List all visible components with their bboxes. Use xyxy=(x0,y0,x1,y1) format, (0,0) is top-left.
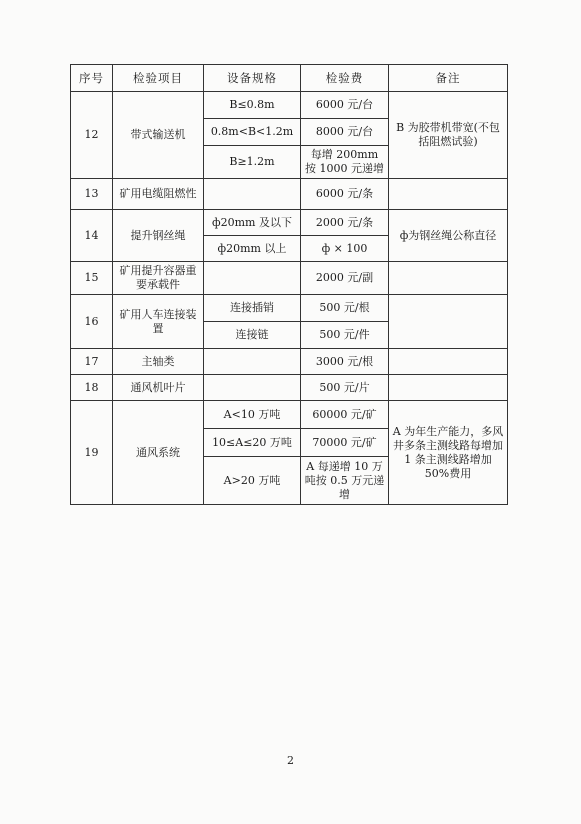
note-cell: B 为胶带机带宽(不包括阻燃试验) xyxy=(389,92,508,179)
fee-cell: 500 元/片 xyxy=(301,375,389,401)
fee-cell: 2000 元/副 xyxy=(301,262,389,295)
header-note: 备注 xyxy=(389,65,508,92)
row-number: 14 xyxy=(71,210,113,262)
row-number: 18 xyxy=(71,375,113,401)
table-row xyxy=(71,210,508,236)
spec-cell xyxy=(204,349,301,375)
page-number: 2 xyxy=(287,754,294,767)
spec-cell: A>20 万吨 xyxy=(204,457,301,505)
spec-cell xyxy=(204,375,301,401)
item-name: 带式输送机 xyxy=(113,92,204,179)
table-header-row xyxy=(71,65,508,92)
fee-cell: 500 元/件 xyxy=(301,322,389,349)
fee-cell: ф × 100 xyxy=(301,236,389,262)
fee-cell: 6000 元/台 xyxy=(301,92,389,119)
spec-cell: 连接链 xyxy=(204,322,301,349)
note-cell xyxy=(389,349,508,375)
header-spec: 设备规格 xyxy=(204,65,301,92)
inspection-fee-table xyxy=(70,64,508,505)
item-name: 通风系统 xyxy=(113,401,204,505)
fee-cell: 6000 元/条 xyxy=(301,179,389,210)
row-number: 19 xyxy=(71,401,113,505)
spec-cell xyxy=(204,262,301,295)
item-name: 矿用人车连接装置 xyxy=(113,295,204,349)
item-name: 通风机叶片 xyxy=(113,375,204,401)
spec-cell xyxy=(204,179,301,210)
item-name: 主轴类 xyxy=(113,349,204,375)
row-number: 17 xyxy=(71,349,113,375)
spec-cell: B≥1.2m xyxy=(204,146,301,179)
row-number: 12 xyxy=(71,92,113,179)
note-cell xyxy=(389,375,508,401)
table-row xyxy=(71,179,508,210)
note-cell: A 为年生产能力，多风井多条主测线路每增加 1 条主测线路增加 50%费用 xyxy=(389,401,508,505)
header-item: 检验项目 xyxy=(113,65,204,92)
spec-cell: 连接插销 xyxy=(204,295,301,322)
header-no: 序号 xyxy=(71,65,113,92)
table-row xyxy=(71,92,508,119)
fee-cell: 2000 元/条 xyxy=(301,210,389,236)
row-number: 13 xyxy=(71,179,113,210)
table-row xyxy=(71,349,508,375)
fee-cell: A 每递增 10 万吨按 0.5 万元递增 xyxy=(301,457,389,505)
item-name: 矿用电缆阻燃性 xyxy=(113,179,204,210)
spec-cell: ф20mm 以上 xyxy=(204,236,301,262)
note-cell xyxy=(389,179,508,210)
item-name: 提升钢丝绳 xyxy=(113,210,204,262)
table-row xyxy=(71,262,508,295)
item-name: 矿用提升容器重要承载件 xyxy=(113,262,204,295)
fee-cell: 70000 元/矿 xyxy=(301,429,389,457)
fee-cell: 8000 元/台 xyxy=(301,119,389,146)
fee-cell: 每增 200mm 按 1000 元递增 xyxy=(301,146,389,179)
note-cell xyxy=(389,295,508,349)
note-cell xyxy=(389,262,508,295)
table-row xyxy=(71,375,508,401)
row-number: 15 xyxy=(71,262,113,295)
spec-cell: ф20mm 及以下 xyxy=(204,210,301,236)
row-number: 16 xyxy=(71,295,113,349)
note-cell: ф为钢丝绳公称直径 xyxy=(389,210,508,262)
spec-cell: B≤0.8m xyxy=(204,92,301,119)
fee-cell: 500 元/根 xyxy=(301,295,389,322)
fee-cell: 60000 元/矿 xyxy=(301,401,389,429)
header-fee: 检验费 xyxy=(301,65,389,92)
table-row xyxy=(71,295,508,322)
spec-cell: 0.8m<B<1.2m xyxy=(204,119,301,146)
table-row xyxy=(71,401,508,429)
spec-cell: A<10 万吨 xyxy=(204,401,301,429)
spec-cell: 10≤A≤20 万吨 xyxy=(204,429,301,457)
fee-cell: 3000 元/根 xyxy=(301,349,389,375)
